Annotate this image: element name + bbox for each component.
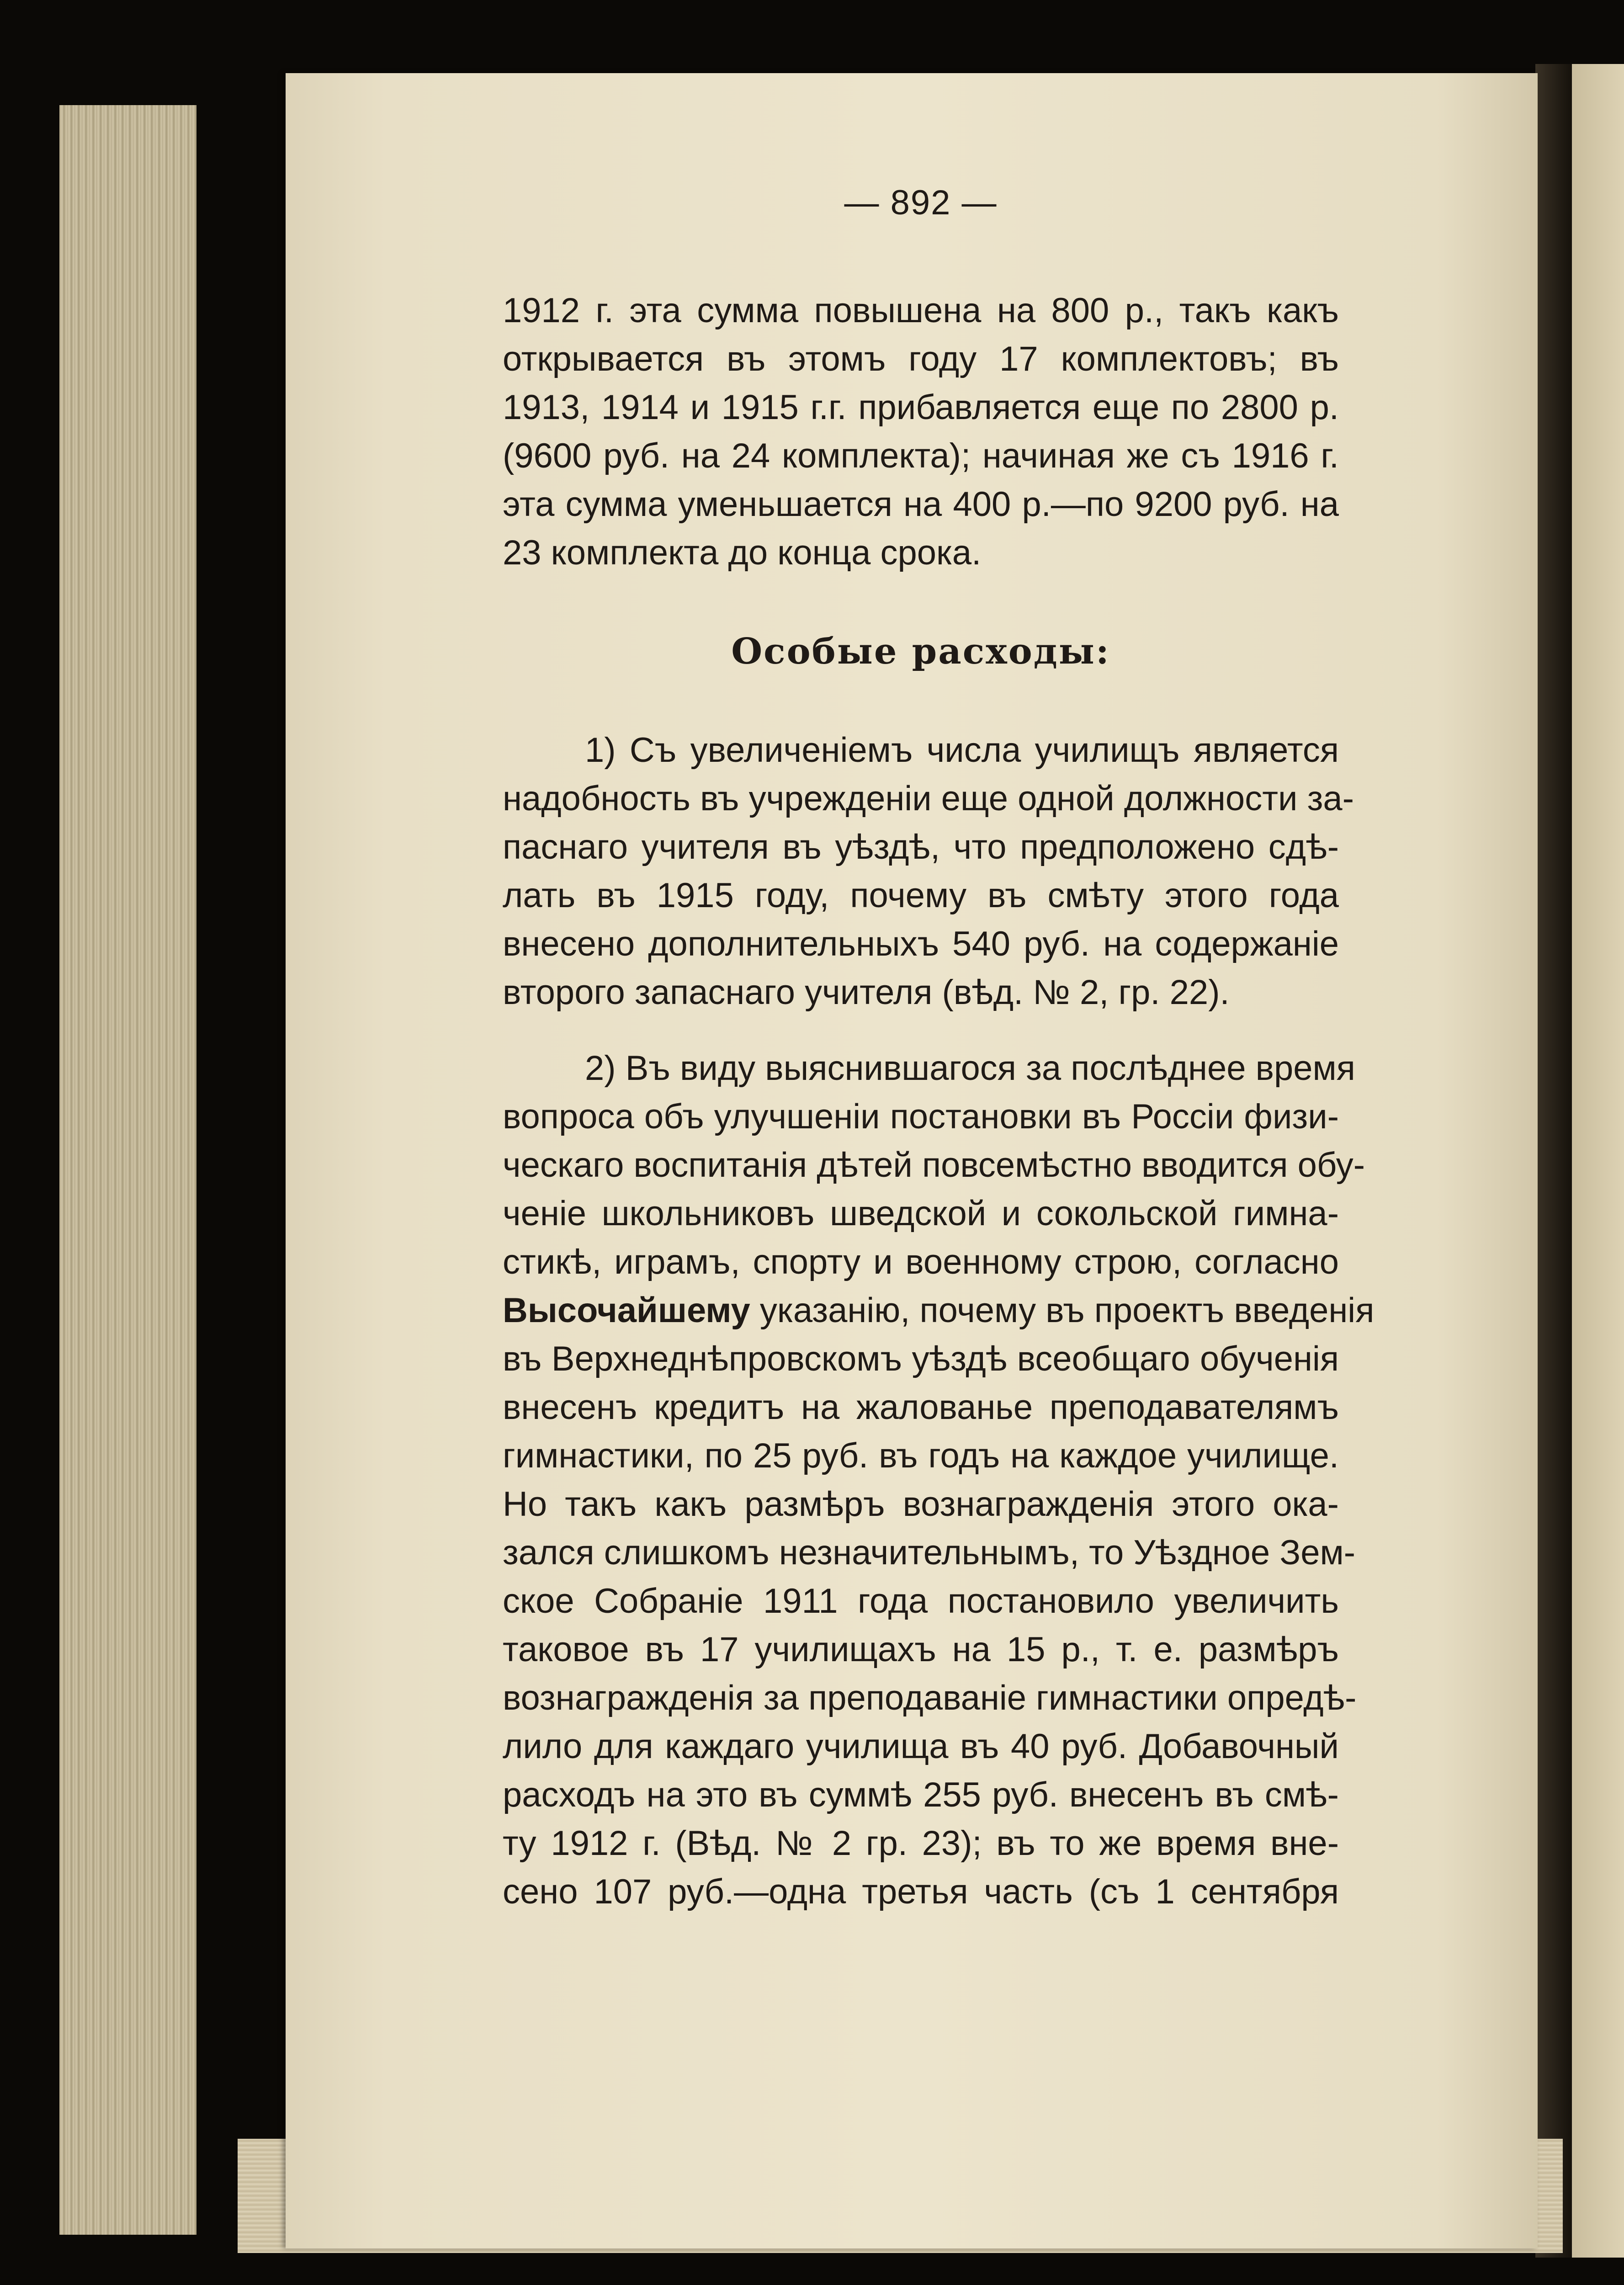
facing-page-edge <box>1572 64 1624 2258</box>
text-line: лило для каждаго училища въ 40 руб. Добавочный <box>503 1727 1339 1766</box>
text-line: стикѣ, играмъ, спорту и военному строю, согласно <box>503 1243 1339 1281</box>
text-line: 1913, 1914 и 1915 г.г. прибавляется еще по 2800 р. <box>503 388 1339 427</box>
text-line: въ Верхнеднѣпровскомъ уѣздѣ всеобщаго обученія <box>503 1339 1339 1378</box>
book-gutter <box>1535 64 1572 2258</box>
section-heading: Особые расходы: <box>731 631 1110 672</box>
text-line: гимнастики, по 25 руб. въ годъ на каждое училище. <box>503 1436 1339 1475</box>
text-fragment: указанію, почему въ проектъ введенія <box>750 1291 1375 1330</box>
page-number: — 892 — <box>844 183 998 222</box>
text-line: вознагражденія за преподаваніе гимнастики опредѣ- <box>503 1679 1357 1717</box>
text-line: второго запаснаго учителя (вѣд. № 2, гр. 22). <box>503 973 1230 1012</box>
text-line: ческаго воспитанія дѣтей повсемѣстно вводится обу- <box>503 1146 1365 1185</box>
text-line: ченіе школьниковъ шведской и сокольской гимна- <box>503 1194 1339 1233</box>
text-line: ту 1912 г. (Вѣд. № 2 гр. 23); въ то же время вне- <box>503 1824 1339 1863</box>
text-line: паснаго учителя въ уѣздѣ, что предположено сдѣ- <box>503 828 1339 866</box>
text-line: Но такъ какъ размѣръ вознагражденія этого ока- <box>503 1485 1339 1524</box>
text-line: ское Собраніе 1911 года постановило увеличить <box>503 1582 1339 1621</box>
text-line: 23 комплекта до конца срока. <box>503 533 982 572</box>
book-edge-left <box>59 105 196 2235</box>
text-line: надобность въ учрежденіи еще одной должности за- <box>503 779 1354 818</box>
paragraph-intro <box>503 287 1339 577</box>
text-line: расходъ на это въ суммѣ 255 руб. внесенъ въ смѣ- <box>503 1775 1339 1814</box>
text-line: внесено дополнительныхъ 540 руб. на содержаніе <box>503 925 1339 963</box>
text-line: 1912 г. эта сумма повышена на 800 р., такъ какъ <box>503 291 1339 330</box>
text-line <box>503 1286 1375 1335</box>
text-line: 1) Съ увеличеніемъ числа училищъ является <box>585 731 1339 770</box>
text-line: эта сумма уменьшается на 400 р.—по 9200 руб. на <box>503 485 1339 524</box>
paragraph-1 <box>503 726 1354 1017</box>
text-line: открывается въ этомъ году 17 комплектовъ; въ <box>503 340 1339 378</box>
text-line: таковое въ 17 училищахъ на 15 р., т. е. размѣръ <box>503 1630 1339 1669</box>
paragraph-2 <box>503 1044 1375 1916</box>
text-line: вопроса объ улучшеніи постановки въ Россіи физи- <box>503 1097 1339 1136</box>
emphasized-word: Высочайшему <box>503 1291 750 1330</box>
page-text <box>503 183 1375 1944</box>
text-line: внесенъ кредитъ на жалованье преподавателямъ <box>503 1388 1339 1427</box>
text-line: зался слишкомъ незначительнымъ, то Уѣздное Зем- <box>503 1533 1356 1572</box>
text-line: сено 107 руб.—одна третья часть (съ 1 сентября <box>503 1872 1339 1911</box>
text-line: лать въ 1915 году, почему въ смѣту этого года <box>503 876 1339 915</box>
text-line: (9600 руб. на 24 комплекта); начиная же съ 1916 г. <box>503 436 1339 475</box>
text-line: 2) Въ виду выяснившагося за послѣднее время <box>585 1049 1355 1088</box>
